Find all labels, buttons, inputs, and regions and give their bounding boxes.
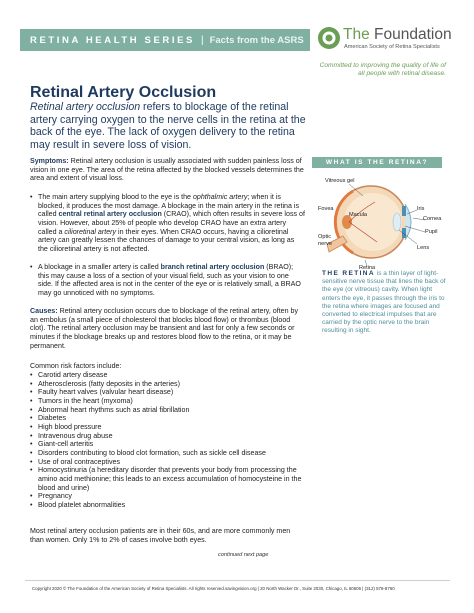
list-item: • Tumors in the heart (myxoma): [30, 396, 133, 405]
list-item: • Carotid artery disease: [30, 371, 108, 379]
tagline: Committed to improving the quality of life of all people with retinal disease.: [319, 62, 446, 78]
label-vitreous: Vitreous gel: [325, 178, 355, 184]
logo-title: The Foundation: [343, 26, 452, 43]
list-item: • Use of oral contraceptives: [30, 457, 121, 466]
list-item: • Pregnancy: [30, 492, 72, 501]
label-lens: Lens: [417, 245, 430, 251]
list-item: • Faulty heart valves (valvular heart disease): [30, 388, 174, 397]
symptoms-paragraph: Symptoms: Retinal artery occlusion is usually associated with sudden painless loss of vision in one eye. The area of the retina affected by the blocked vessels determines the area and extent of visual loss.: [30, 157, 304, 183]
list-item: • Atherosclerosis (fatty deposits in the arteries): [30, 379, 180, 388]
list-item: • Diabetes: [30, 414, 66, 423]
intro-paragraph: Retinal artery occlusion refers to blockage of the retinal artery carrying oxygen to the nerve cells in the retina at the back of the eye. The lack of oxygen delivery to the retina may result in severe loss of vision.: [30, 101, 306, 151]
label-macula: Macula: [349, 212, 368, 218]
label-fovea: Fovea: [318, 206, 334, 212]
page-title: Retinal Artery Occlusion: [30, 84, 217, 101]
label-optic-nerve-1: Optic: [318, 234, 332, 240]
label-pupil: Pupil: [425, 229, 438, 235]
list-item: • Giant-cell arteritis: [30, 440, 94, 449]
list-item: • Disorders contributing to blood clot formation, such as sickle cell disease: [30, 448, 266, 457]
eye-anatomy-diagram: [313, 170, 443, 270]
label-retina: Retina: [359, 265, 376, 270]
list-item: • High blood pressure: [30, 422, 102, 431]
label-iris: Iris: [417, 206, 425, 212]
label-optic-nerve-2: nerve: [318, 241, 332, 247]
list-item: • Blood platelet abnormalities: [30, 500, 126, 509]
list-item: • Intravenous drug abuse: [30, 431, 113, 440]
label-cornea: Cornea: [423, 216, 442, 222]
retina-description: THE RETINA is a thin layer of light-sensitive nerve tissue that lines the back of the eye (or vitreous) cavity. When light enters the eye, it passes through the iris to the retina where images are focused and converted to electrical impulses that are carried by the optic nerve to the brain resulting in sight.: [322, 270, 446, 335]
footer-divider: [25, 580, 450, 581]
risk-factors-intro: Common risk factors include:: [30, 362, 122, 370]
iris-upper: [402, 206, 406, 216]
lens-shape: [393, 213, 401, 231]
sidebar-heading: WHAT IS THE RETINA?: [312, 157, 442, 168]
banner-separator: |: [200, 34, 204, 46]
logo-subtitle: American Society of Retina Specialists: [344, 44, 440, 50]
brao-bullet: • A blockage in a smaller artery is called branch retinal artery occlusion (BRAO); this may cause a loss of a section of your visual field, such as your vision to one side. If the affected area is not in the center of the eye or is relatively small, a BRAO may go unnoticed with no symptoms.: [30, 263, 301, 297]
foundation-logo: [317, 26, 457, 58]
continued-note: continued next page: [218, 552, 269, 558]
causes-paragraph: Causes: Retinal artery occlusion occurs due to blockage of the retinal artery, often by an embolus (a small piece of cholesterol that blocks blood flow) or thrombus (blood clot). The retinal artery occlusion may be transient and last for only a few seconds or minutes if the blockage breaks up and restores blood flow to the retina, or it may be permanent.: [30, 307, 299, 350]
closing-paragraph: Most retinal artery occlusion patients are in their 60s, and are more commonly men than women. Only 1% to 2% of cases involve both eyes.: [30, 527, 291, 544]
series-title: RETINA HEALTH SERIES: [30, 34, 195, 46]
crao-bullet: • The main artery supplying blood to the eye is the ophthalmic artery; when it is blocked, it produces the most damage. A blockage in the main artery in the retina is called central retinal artery occlusion (CRAO), which often results in severe loss of vision. However, about 25% of people who develop CRAO have an extra artery called a cilioretinal artery in their eyes. When CRAO occurs, having a cilioretinal artery can greatly lessen the chances of damage to your central vision, as long as the cilioretinal artery is not affected.: [30, 193, 305, 253]
list-item: • Abnormal heart rhythms such as atrial fibrillation: [30, 405, 190, 414]
list-item: • Homocystinuria (a hereditary disorder that prevents your body from processing the amino acid methionine; this leads to an excess accumulation of homocysteine in the blood and urine): [30, 466, 302, 492]
risk-factors-list: [30, 371, 305, 510]
copyright-footer: Copyright 2020 © The Foundation of the American Society of Retina Specialists. All rights reserved.savingvision.org | 20 North Wacker Dr., Suite 2030, Chicago, IL 60606 | (312) 578-8760: [32, 586, 395, 591]
series-banner: [20, 29, 310, 51]
banner-facts: Facts from the ASRS: [209, 34, 304, 46]
foundation-eye-icon: [317, 26, 341, 50]
